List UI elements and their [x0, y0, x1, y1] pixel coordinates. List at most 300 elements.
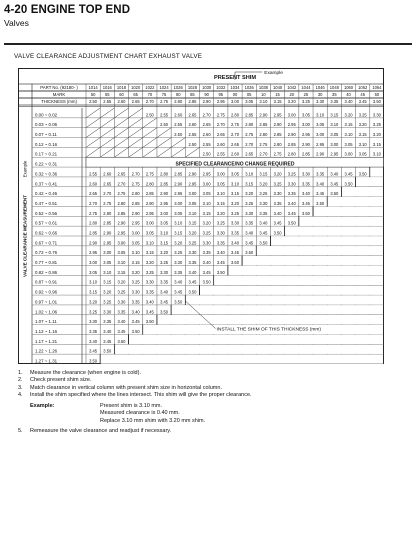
shim-value-cell: 2.85 [245, 112, 254, 118]
step-number: 3. [18, 384, 23, 391]
chart-svg [18, 68, 384, 364]
shim-value-cell: 2.95 [273, 112, 282, 118]
shim-value-cell: 3.50 [131, 328, 140, 334]
shim-value-cell: 3.10 [89, 279, 98, 285]
shim-value-cell: 3.20 [103, 289, 112, 295]
shim-value-cell: 2.65 [231, 141, 239, 147]
shim-value-cell: 3.40 [245, 230, 254, 236]
shim-value-cell: 2.90 [174, 181, 183, 187]
example-lines [100, 403, 205, 426]
shim-value-cell: 3.30 [245, 210, 254, 216]
shim-value-cell: 3.20 [131, 269, 140, 275]
step-text: Remeasure the valve clearance and readjust if necessary. [30, 428, 172, 435]
shim-value-cell: 2.70 [89, 200, 98, 206]
header-row-border [19, 91, 384, 98]
thickness-cell: 3.45 [358, 99, 367, 105]
empty-area [172, 305, 383, 314]
shim-value-cell: 3.15 [160, 240, 169, 246]
shim-value-cell: 3.15 [131, 260, 140, 266]
blank-cell-hatch [114, 147, 128, 157]
shim-value-cell: 3.10 [316, 112, 325, 118]
shim-value-cell: 3.40 [330, 171, 339, 177]
shim-value-cell: 3.00 [301, 122, 310, 128]
shim-value-cell: 2.60 [216, 141, 225, 147]
shim-value-cell: 3.50 [316, 200, 325, 206]
step-number: 4. [18, 392, 23, 399]
empty-area [271, 236, 383, 245]
shim-value-cell: 3.10 [231, 181, 239, 187]
shim-value-cell: 2.65 [245, 151, 254, 157]
empty-area [356, 177, 383, 186]
shim-value-cell: 3.15 [231, 191, 239, 197]
clearance-range: 0.72 ~ 0.76 [35, 250, 58, 256]
shim-value-cell: 2.85 [160, 181, 169, 187]
shim-value-cell: 2.60 [89, 181, 98, 187]
blank-cell-hatch [100, 108, 114, 118]
shim-value-cell: 2.60 [231, 151, 239, 157]
blank-cell-hatch [129, 128, 143, 138]
mark-cell: 05 [246, 92, 252, 98]
shim-value-cell: 3.15 [103, 279, 112, 285]
blank-cell-hatch [143, 147, 157, 157]
shim-value-cell: 3.10 [174, 220, 183, 226]
shim-value-cell: 3.15 [188, 220, 197, 226]
blank-cell-hatch [86, 138, 100, 148]
section-label: Valves [4, 18, 29, 28]
blank-cell-hatch [86, 118, 100, 128]
part-number-cell: 1036 [244, 85, 254, 91]
mark-cell: 10 [261, 92, 266, 98]
shim-value-cell: 3.25 [358, 112, 367, 118]
shim-value-cell: 3.40 [287, 200, 296, 206]
part-number-cell: 1040 [273, 85, 283, 91]
shim-value-cell: 2.75 [117, 191, 126, 197]
thickness-cell: 2.95 [216, 99, 225, 105]
thickness-cell: 3.20 [287, 99, 296, 105]
clearance-range: 1.12 ~ 1.16 [35, 328, 58, 334]
shim-value-cell: 2.95 [89, 250, 98, 256]
shim-value-cell: 3.00 [316, 132, 325, 138]
empty-area [314, 207, 383, 216]
part-number-cell: 1022 [145, 85, 155, 91]
shim-value-cell: 3.05 [117, 250, 126, 256]
empty-area [370, 167, 383, 176]
shim-value-cell: 3.45 [131, 319, 140, 325]
part-number-cell: 1026 [173, 85, 183, 91]
shim-value-cell: 2.65 [188, 112, 197, 118]
install-note: INSTALL THE SHIM OF THIS THICKNESS (mm) [216, 327, 322, 333]
shim-value-cell: 3.05 [301, 112, 310, 118]
shim-value-cell: 3.25 [174, 250, 183, 256]
blank-cell-hatch [100, 118, 114, 128]
shim-value-cell: 3.15 [216, 200, 225, 206]
chart-title: VALVE CLEARANCE ADJUSTMENT CHART EXHAUST VALVE [14, 53, 203, 60]
blank-cell-hatch [171, 138, 185, 148]
thickness-cell: 2.80 [174, 99, 183, 105]
shim-value-cell: 3.30 [301, 171, 310, 177]
thickness-cell: 2.55 [103, 99, 112, 105]
shim-value-cell: 2.90 [117, 220, 126, 226]
shim-value-cell: 3.40 [145, 299, 154, 305]
blank-cell-hatch [100, 147, 114, 157]
shim-value-cell: 2.85 [287, 141, 296, 147]
mark-cell: 75 [161, 92, 167, 98]
blank-cell-hatch [185, 147, 199, 157]
shim-value-cell: 3.30 [160, 269, 169, 275]
shim-value-cell: 2.55 [174, 122, 183, 128]
shim-value-cell: 3.50 [117, 338, 126, 344]
shim-value-cell: 2.80 [131, 191, 140, 197]
shim-value-cell: 2.55 [216, 151, 225, 157]
shim-value-cell: 3.15 [344, 122, 353, 128]
clearance-range: 1.27 ~ 1.31 [35, 358, 58, 364]
header-row-label: PART No. (92180- ) [40, 85, 78, 91]
shim-value-cell: 3.45 [117, 328, 126, 334]
shim-value-cell: 3.45 [245, 240, 254, 246]
blank-cell-hatch [100, 128, 114, 138]
shim-value-cell: 3.00 [131, 230, 140, 236]
blank-cell-hatch [114, 118, 128, 128]
shim-value-cell: 3.00 [89, 260, 98, 266]
shim-value-cell: 3.45 [273, 220, 282, 226]
shim-value-cell: 3.15 [117, 269, 126, 275]
mark-cell: 80 [175, 92, 181, 98]
shim-value-cell: 2.70 [259, 151, 268, 157]
clearance-range: 0.00 ~ 0.02 [35, 112, 58, 118]
empty-area [328, 197, 383, 206]
example-label: Example: [30, 402, 55, 409]
shim-value-cell: 3.45 [301, 200, 310, 206]
clearance-range: 0.87 ~ 0.91 [35, 279, 58, 285]
shim-value-cell: 3.20 [216, 210, 225, 216]
empty-area [257, 246, 383, 255]
shim-value-cell: 3.35 [160, 279, 169, 285]
shim-value-cell: 3.50 [216, 269, 225, 275]
blank-cell-hatch [129, 118, 143, 128]
mark-cell: 50 [90, 92, 96, 98]
part-number-cell: 1020 [131, 85, 141, 91]
shim-value-cell: 3.50 [103, 348, 112, 354]
instruction-steps [18, 370, 388, 400]
shim-value-cell: 3.15 [372, 141, 381, 147]
shim-value-cell: 2.70 [202, 112, 211, 118]
shim-value-cell: 2.90 [301, 141, 310, 147]
shim-value-cell: 3.20 [273, 171, 282, 177]
empty-area [200, 286, 383, 295]
shim-value-cell: 3.35 [259, 210, 268, 216]
mark-cell: 55 [105, 92, 110, 98]
page-header [4, 4, 410, 28]
mark-cell: 25 [303, 92, 309, 98]
shim-value-cell: 3.05 [330, 132, 339, 138]
mark-cell: 95 [218, 92, 224, 98]
shim-value-cell: 3.10 [188, 210, 197, 216]
clearance-range: 0.47 ~ 0.51 [35, 200, 58, 206]
shim-value-cell: 2.70 [117, 181, 126, 187]
thickness-cell: 3.05 [245, 99, 254, 105]
shim-value-cell: 2.85 [174, 171, 183, 177]
shim-value-cell: 3.40 [103, 328, 112, 334]
step-number: 1. [18, 370, 23, 376]
shim-value-cell: 3.45 [259, 230, 268, 236]
shim-value-cell: 2.60 [202, 132, 211, 138]
shim-value-cell: 3.50 [202, 279, 211, 285]
shim-value-cell: 3.30 [89, 319, 98, 325]
step-text: Measure the clearance (when engine is cold). [30, 370, 141, 376]
shim-value-cell: 3.00 [160, 210, 169, 216]
blank-cell-hatch [157, 128, 171, 138]
shim-value-cell: 2.80 [231, 112, 239, 118]
shim-value-cell: 2.80 [117, 200, 126, 206]
shim-value-cell: 2.75 [245, 132, 254, 138]
shim-value-cell: 3.50 [330, 191, 339, 197]
shim-value-cell: 2.75 [89, 210, 98, 216]
instruction-step [18, 392, 388, 399]
shim-value-cell: 2.90 [188, 171, 197, 177]
shim-value-cell: 3.50 [160, 309, 169, 315]
part-number-cell: 1060 [343, 85, 354, 91]
shim-value-cell: 3.00 [103, 250, 112, 256]
shim-value-cell: 3.45 [202, 269, 211, 275]
empty-area [101, 354, 383, 363]
mark-cell: 50 [374, 92, 380, 98]
shim-value-cell: 2.95 [188, 181, 197, 187]
blank-cell-hatch [157, 147, 171, 157]
side-label-measurement: VALVE CLEARANCE MEASUREMENT [22, 194, 28, 278]
shim-value-cell: 2.95 [301, 132, 310, 138]
shim-value-cell: 3.30 [273, 191, 282, 197]
shim-value-cell: 3.00 [344, 151, 353, 157]
empty-area [228, 266, 383, 275]
thickness-cell: 3.30 [316, 99, 325, 105]
shim-value-cell: 2.95 [287, 122, 296, 128]
shim-value-cell: 2.95 [174, 191, 183, 197]
shim-value-cell: 2.85 [89, 230, 98, 236]
shim-value-cell: 3.10 [117, 260, 126, 266]
shim-value-cell: 3.40 [131, 309, 140, 315]
part-number-cell: 1024 [159, 85, 169, 91]
shim-value-cell: 2.85 [259, 122, 268, 128]
shim-value-cell: 2.90 [89, 240, 98, 246]
shim-value-cell: 2.95 [202, 171, 211, 177]
shim-value-cell: 3.35 [216, 240, 225, 246]
shim-value-cell: 3.40 [89, 338, 98, 344]
clearance-range: 0.82 ~ 0.86 [35, 269, 58, 275]
shim-value-cell: 2.75 [103, 200, 112, 206]
shim-value-cell: 3.35 [117, 309, 126, 315]
page-title: 4-20 ENGINE TOP END [4, 4, 131, 16]
shim-value-cell: 3.40 [216, 250, 225, 256]
clearance-range: 1.17 ~ 1.21 [35, 338, 58, 344]
shim-value-cell: 3.40 [188, 269, 197, 275]
shim-value-cell: 2.65 [103, 181, 112, 187]
thickness-cell: 3.15 [273, 99, 282, 105]
shim-value-cell: 3.25 [372, 122, 381, 128]
shim-value-cell: 2.70 [231, 132, 239, 138]
shim-value-cell: 2.75 [273, 151, 282, 157]
header-row-label: MARK [52, 92, 66, 98]
empty-area [115, 345, 383, 354]
blank-cell-hatch [129, 138, 143, 148]
final-step-list [18, 428, 388, 435]
mark-cell: 85 [190, 92, 195, 98]
shim-value-cell: 3.10 [372, 151, 381, 157]
blank-cell-hatch [114, 108, 128, 118]
shim-value-cell: 3.10 [160, 230, 169, 236]
shim-value-cell: 2.85 [301, 151, 310, 157]
empty-area [129, 335, 383, 344]
shim-value-cell: 3.50 [301, 210, 310, 216]
shim-value-cell: 3.20 [358, 122, 367, 128]
shim-value-cell: 3.45 [231, 250, 239, 256]
shim-value-cell: 3.25 [202, 230, 211, 236]
shim-value-cell: 2.65 [216, 132, 225, 138]
shim-value-cell: 2.90 [131, 210, 140, 216]
shim-value-cell: 2.75 [231, 122, 239, 128]
shim-value-cell: 3.20 [259, 181, 268, 187]
shim-value-cell: 3.45 [174, 289, 183, 295]
clearance-range: 1.02 ~ 1.06 [35, 309, 58, 315]
shim-value-cell: 3.35 [273, 200, 282, 206]
shim-value-cell: 3.20 [174, 240, 183, 246]
shim-value-cell: 2.70 [216, 122, 225, 128]
shim-value-cell: 3.10 [145, 240, 154, 246]
shim-value-cell: 3.50 [174, 299, 183, 305]
shim-value-cell: 3.40 [202, 260, 211, 266]
shim-value-cell: 2.85 [117, 210, 126, 216]
shim-value-cell: 2.75 [145, 171, 154, 177]
shim-value-cell: 3.10 [202, 200, 211, 206]
shim-value-cell: 2.95 [160, 200, 169, 206]
shim-value-cell: 3.40 [273, 210, 282, 216]
empty-area [299, 217, 383, 226]
shim-value-cell: 2.80 [145, 181, 154, 187]
instruction-step [18, 428, 388, 435]
clearance-range: 0.67 ~ 0.71 [35, 240, 58, 246]
shim-value-cell: 2.95 [131, 220, 140, 226]
shim-value-cell: 3.50 [89, 358, 98, 364]
shim-value-cell: 3.25 [117, 289, 126, 295]
shim-value-cell: 3.15 [259, 171, 268, 177]
clearance-range: 0.52 ~ 0.56 [35, 210, 58, 216]
shim-value-cell: 3.25 [131, 279, 140, 285]
thickness-cell: 2.60 [117, 99, 126, 105]
shim-value-cell: 2.55 [160, 112, 169, 118]
shim-value-cell: 3.50 [145, 319, 154, 325]
clearance-range: 0.17 ~ 0.21 [35, 151, 58, 157]
shim-value-cell: 3.25 [231, 210, 239, 216]
clearance-range: 0.07 ~ 0.11 [35, 132, 57, 138]
shim-value-cell: 3.30 [372, 112, 381, 118]
shim-value-cell: 3.25 [145, 269, 154, 275]
shim-value-cell: 3.25 [216, 220, 225, 226]
shim-value-cell: 3.45 [188, 279, 197, 285]
shim-value-cell: 3.25 [273, 181, 282, 187]
clearance-range: 0.77 ~ 0.81 [35, 260, 58, 266]
shim-value-cell: 3.10 [358, 141, 367, 147]
shim-value-cell: 2.95 [145, 210, 154, 216]
shim-value-cell: 2.80 [89, 220, 98, 226]
shim-value-cell: 3.40 [259, 220, 268, 226]
shim-value-cell: 3.35 [131, 299, 140, 305]
shim-value-cell: 2.50 [174, 132, 183, 138]
shim-value-cell: 3.50 [273, 230, 282, 236]
shim-value-cell: 3.35 [174, 269, 183, 275]
shim-value-cell: 3.30 [287, 181, 296, 187]
shim-value-cell: 3.45 [103, 338, 112, 344]
shim-value-cell: 3.15 [245, 181, 254, 187]
shim-value-cell: 2.75 [131, 181, 140, 187]
header-divider [4, 43, 412, 45]
blank-cell-hatch [100, 138, 114, 148]
shim-value-cell: 3.45 [316, 191, 325, 197]
mark-cell: 70 [147, 92, 153, 98]
shim-value-cell: 3.25 [188, 240, 197, 246]
shim-value-cell: 3.20 [89, 299, 98, 305]
part-number-cell: 1064 [372, 85, 382, 91]
thickness-cell: 2.50 [89, 99, 98, 105]
example-block [18, 403, 388, 426]
shim-value-cell: 3.30 [103, 309, 112, 315]
empty-area [342, 187, 383, 196]
shim-value-cell: 3.40 [301, 191, 310, 197]
shim-value-cell: 3.20 [117, 279, 126, 285]
shim-value-cell: 3.30 [131, 289, 140, 295]
shim-value-cell: 3.50 [231, 260, 239, 266]
shim-value-cell: 2.65 [202, 122, 211, 128]
shim-value-cell: 2.75 [216, 112, 225, 118]
shim-value-cell: 2.70 [131, 171, 140, 177]
part-number-cell: 1048 [329, 85, 339, 91]
shim-value-cell: 2.75 [259, 141, 268, 147]
shim-value-cell: 3.00 [202, 181, 211, 187]
clearance-range: 0.12 ~ 0.16 [35, 141, 58, 147]
shim-value-cell: 3.20 [344, 112, 353, 118]
shim-value-cell: 3.00 [188, 191, 197, 197]
empty-area [243, 256, 383, 265]
shim-value-cell: 3.35 [202, 250, 211, 256]
valve-clearance-chart [18, 68, 384, 364]
blank-cell-hatch [157, 138, 171, 148]
shim-value-cell: 3.30 [145, 279, 154, 285]
thickness-cell: 2.70 [145, 99, 154, 105]
shim-value-cell: 2.50 [188, 141, 197, 147]
blank-cell-hatch [86, 147, 100, 157]
shim-value-cell: 3.45 [216, 260, 225, 266]
shim-value-cell: 2.80 [103, 210, 112, 216]
shim-value-cell: 3.15 [358, 132, 367, 138]
part-number-cell: 1046 [315, 85, 325, 91]
shim-value-cell: 3.40 [160, 289, 169, 295]
shim-value-cell: 3.20 [231, 200, 239, 206]
shim-value-cell: 3.05 [231, 171, 239, 177]
shim-value-cell: 3.25 [259, 191, 268, 197]
shim-value-cell: 2.95 [330, 151, 339, 157]
shim-value-cell: 3.25 [160, 260, 169, 266]
part-number-cell: 1062 [358, 85, 368, 91]
shim-value-cell: 2.60 [103, 171, 112, 177]
shim-value-cell: 3.30 [174, 260, 183, 266]
shim-value-cell: 3.05 [344, 141, 353, 147]
present-shim-header: PRESENT SHIM [214, 75, 256, 81]
shim-value-cell: 3.05 [89, 269, 98, 275]
shim-value-cell: 3.25 [245, 200, 254, 206]
example-line: Replace 3.10 mm shim with 3.20 mm shim. [100, 417, 206, 424]
shim-value-cell: 3.45 [287, 210, 296, 216]
shim-value-cell: 2.85 [103, 220, 112, 226]
shim-value-cell: 3.05 [131, 240, 140, 246]
shim-value-cell: 3.20 [145, 260, 154, 266]
